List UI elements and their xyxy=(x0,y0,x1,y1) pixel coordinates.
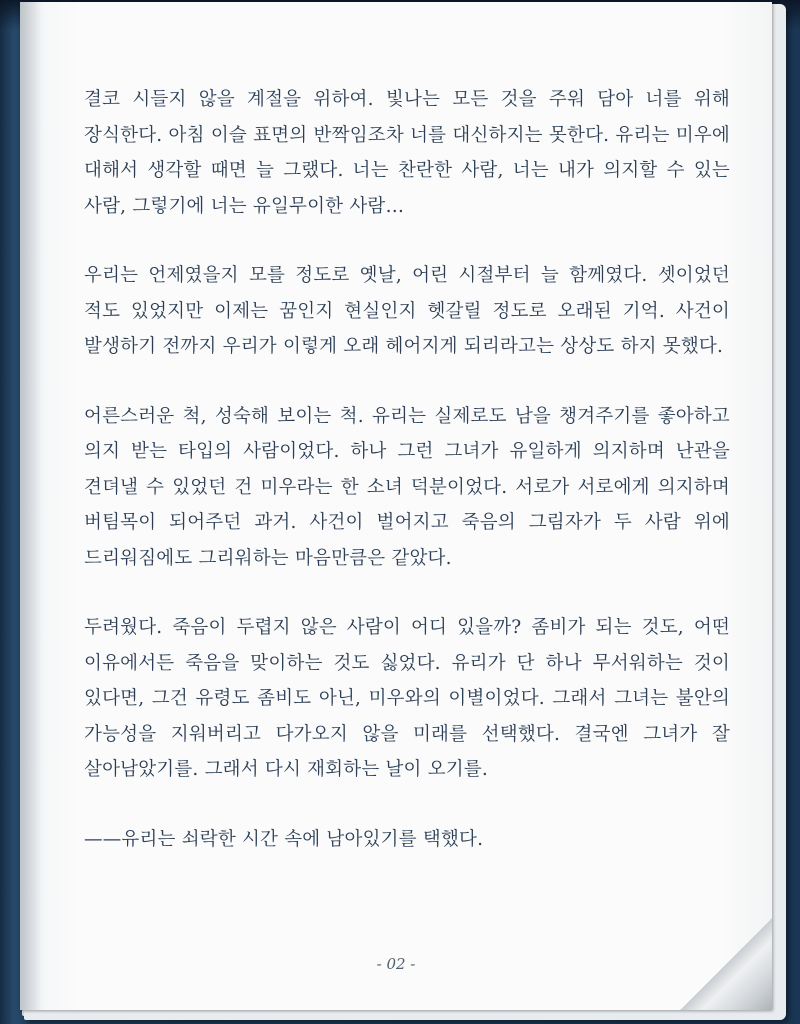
paragraph-3: 어른스러운 척, 성숙해 보이는 척. 유리는 실제로도 남을 챙겨주기를 좋아하고 의지 받는 타입의 사람이었다. 하나 그런 그녀가 유일하게 의지하며 난관을 견뎌낼 수 있었던 건 미우라는 한 소녀 덕분이었다. 서로가 서로에게 의지하며 버팀목이 되어주던 과거. 사건이 벌어지고 죽음의 그림자가 두 사람 위에 드리워짐에도 그리워하는 마음만큼은 같았다. xyxy=(84,405,730,569)
page-text xyxy=(84,82,730,857)
page-curl-icon[interactable] xyxy=(680,918,772,1010)
page-number: - 02 - xyxy=(376,955,416,973)
paragraph-4: 두려웠다. 죽음이 두렵지 않은 사람이 어디 있을까? 좀비가 되는 것도, 어떤 이유에서든 죽음을 맞이하는 것도 싫었다. 유리가 단 하나 무서워하는 것이 있다면, 그건 유령도 좀비도 아닌, 미우와의 이별이었다. 그래서 그녀는 불안의 가능성을 지워버리고 다가오지 않을 미래를 선택했다. 결국엔 그녀가 잘 살아남았기를. 그래서 다시 재회하는 날이 오기를. xyxy=(84,617,730,780)
paragraph-2: 우리는 언제였을지 모를 정도로 옛날, 어린 시절부터 늘 함께였다. 셋이었던 적도 있었지만 이제는 꿈인지 현실인지 헷갈릴 정도로 오래된 기억. 사건이 발생하기 전까지 우리가 이렇게 오래 헤어지게 되리라고는 상상도 하지 못했다. xyxy=(84,265,730,357)
book-page xyxy=(20,2,772,1010)
paragraph-5: ——유리는 쇠락한 시간 속에 남아있기를 택했다. xyxy=(84,828,484,850)
paragraph-1: 결코 시들지 않을 계절을 위하여. 빛나는 모든 것을 주워 담아 너를 위해 장식한다. 아침 이슬 표면의 반짝임조차 너를 대신하지는 못한다. 유리는 미우에 대해서 생각할 때면 늘 그랬다. 너는 찬란한 사람, 너는 내가 의지할 수 있는 사람, 그렇기에 너는 유일무이한 사람… xyxy=(84,89,730,217)
binding-shadow xyxy=(20,2,42,1010)
